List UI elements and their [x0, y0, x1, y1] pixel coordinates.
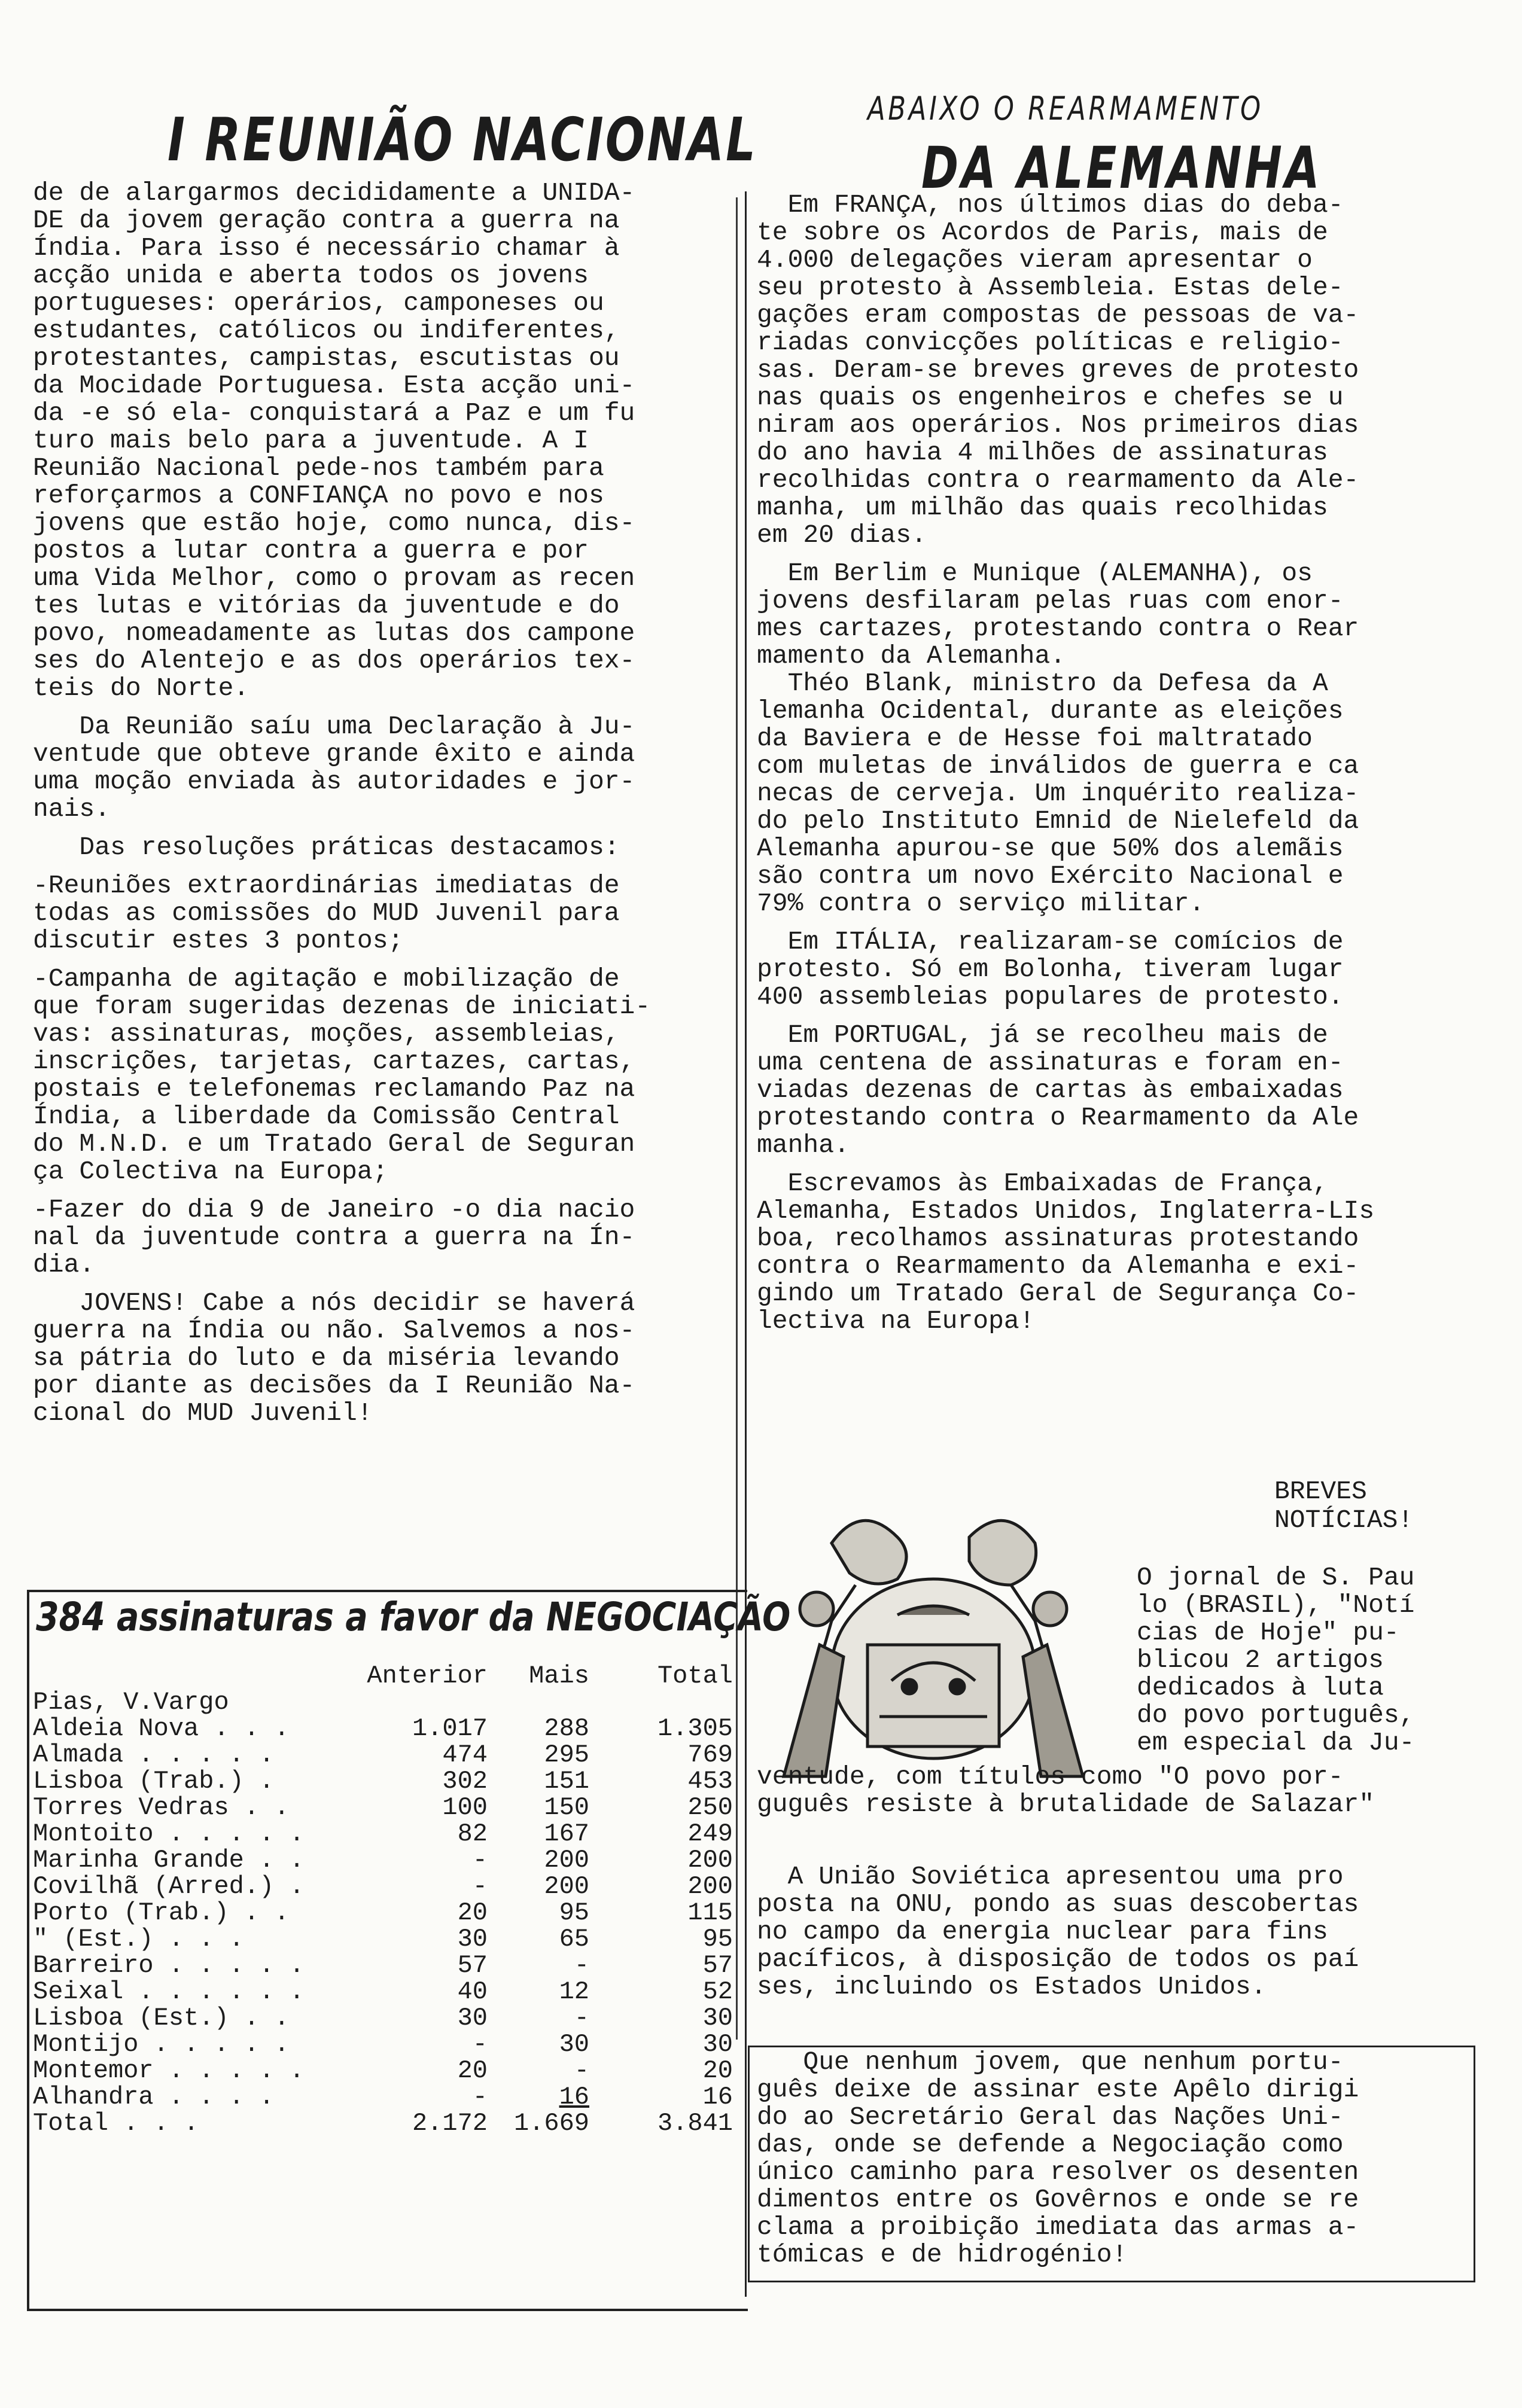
table-row [33, 1742, 733, 1768]
place-cell: Torres Vedras . . [33, 1793, 290, 1822]
right-paragraph: Em PORTUGAL, já se recolheu mais de uma centena de assinaturas e foram en- viadas dezenas de cartas às embaixadas protestando contra o Rearmamento da Ale manha. [757, 1020, 1359, 1160]
place-cell: Covilhã (Arred.) . [33, 1872, 305, 1901]
col-header-mais: Mais [529, 1662, 589, 1690]
table-row [33, 2084, 733, 2110]
left-paragraph: -Fazer do dia 9 de Janeiro -o dia nacio nal da juventude contra a guerra na Ín- dia. [33, 1195, 635, 1279]
place-cell: Almada . . . . . [33, 1741, 275, 1769]
mais-cell: 150 [544, 1793, 589, 1822]
col-header-anterior: Anterior [367, 1662, 488, 1690]
anterior-cell: 20 [457, 2056, 488, 2085]
mais-cell: 12 [559, 1977, 589, 2006]
anterior-cell: - [472, 2083, 488, 2111]
table-row [33, 1689, 733, 1715]
place-cell: Montoito . . . . . [33, 1819, 305, 1848]
anterior-cell: 100 [442, 1793, 488, 1822]
total-cell: 1.305 [657, 1714, 733, 1743]
left-paragraph: -Campanha de agitação e mobilização de que foram sugeridas dezenas de iniciati- vas: assinaturas, moções, assembleias, inscrições, tarjetas, cartazes, cartas, postais e telefonemas reclamando Paz na Índia, a liberdade da Comissão Central do M.N.D. e um Tratado Geral de Seguran ça Colectiva na Europa; [33, 964, 651, 1186]
anterior-cell: - [472, 1872, 488, 1901]
table-row [33, 1873, 733, 1900]
anterior-cell: 82 [457, 1819, 488, 1848]
table-row [33, 1900, 733, 1926]
anterior-cell: 30 [457, 1925, 488, 1953]
total-cell: 200 [687, 1846, 733, 1874]
total-cell: 52 [702, 1977, 733, 2006]
table-row [33, 1952, 733, 1979]
mais-cell: 151 [544, 1767, 589, 1796]
mais-cell: 295 [544, 1741, 589, 1769]
breves-title: BREVES NOTÍCIAS! [1274, 1477, 1414, 1535]
headline-right-line2: DA ALEMANHA [921, 135, 1323, 202]
left-paragraph: de de alargarmos decididamente a UNIDA- DE da jovem geração contra a guerra na Índia. Para isso é necessário chamar à acção unida e aberta todos os jovens portugueses: operários, camponeses ou estudantes, católicos ou indiferentes, protestantes, campistas, escutistas ou da Mocidade Portuguesa. Esta acção uni- da -e só ela- conquistará a Paz e um fu turo mais belo para a juventude. A I Reunião Nacional pede-nos também para reforçarmos a CONFIANÇA no povo e nos jovens que estão hoje, como nunca, dis- postos a lutar contra a guerra e por uma Vida Melhor, como o provam as recen tes lutas e vitórias da juventude e do povo, nomeadamente as lutas dos campone ses do Alentejo e as dos operários tex- teis do Norte. [33, 178, 635, 703]
total-cell: 453 [687, 1767, 733, 1796]
place-cell: Lisboa (Trab.) . [33, 1767, 275, 1796]
mais-cell: - [574, 2056, 589, 2085]
anterior-cell: 302 [442, 1767, 488, 1796]
place-cell: Aldeia Nova . . . [33, 1714, 290, 1743]
table-row [33, 1794, 733, 1821]
anterior-cell: 57 [457, 1951, 488, 1980]
anterior-cell: 474 [442, 1741, 488, 1769]
mais-cell: 65 [559, 1925, 589, 1953]
urss-paragraph: A União Soviética apresentou uma pro posta na ONU, pondo as suas descobertas no campo da energia nuclear para fins pacíficos, à disposição de todos os paí ses, incluindo os Estados Unidos. [757, 1862, 1359, 2001]
anterior-cell [344, 1689, 488, 1715]
breves-continuation: ventude, com títulos como "O povo por- guguês resiste à brutalidade de Salazar" [757, 1762, 1375, 1819]
mais-cell: 30 [559, 2030, 589, 2059]
table-row [33, 1979, 733, 2005]
total-cell: 20 [702, 2056, 733, 2085]
right-paragraph: Escrevamos às Embaixadas de França, Alemanha, Estados Unidos, Inglaterra-LIs boa, recolhamos assinaturas protestando contra o Rearmamento da Alemanha e exi- gindo um Tratado Geral de Segurança Co- lectiva na Europa! [757, 1169, 1375, 1336]
mais-cell: 16 [559, 2083, 589, 2111]
left-paragraph: Das resoluções práticas destacamos: [33, 833, 620, 862]
total-cell: 95 [702, 1925, 733, 1953]
table-row [33, 2005, 733, 2031]
place-cell: Marinha Grande . . [33, 1846, 305, 1874]
total-cell: 769 [687, 1741, 733, 1769]
total-cell: 16 [702, 2083, 733, 2111]
anterior-cell: - [472, 2030, 488, 2059]
total-cell: 200 [687, 1872, 733, 1901]
place-cell: Porto (Trab.) . . [33, 1898, 290, 1927]
total-cell [589, 1689, 733, 1715]
total-label: Total . . . [33, 2109, 199, 2138]
place-cell: " (Est.) . . . [33, 1925, 244, 1953]
total-cell: 57 [702, 1951, 733, 1980]
signatures-title: 384 assinaturas a favor da NEGOCIAÇÃO [36, 1594, 791, 1640]
table-row [33, 1847, 733, 1873]
illustration-image [760, 1465, 1107, 1788]
right-column-rule [736, 197, 738, 2040]
right-column [757, 191, 1475, 1346]
total-cell: 249 [687, 1819, 733, 1848]
place-cell: Barreiro . . . . . [33, 1951, 305, 1980]
table-row [33, 2058, 733, 2084]
signatures-table [33, 1663, 733, 2136]
right-paragraph: Em ITÁLIA, realizaram-se comícios de protesto. Só em Bolonha, tiveram lugar 400 assembleias populares de protesto. [757, 927, 1344, 1011]
col-header-place [33, 1663, 344, 1689]
place-cell: Alhandra . . . . [33, 2083, 275, 2111]
appeal-text: Que nenhum jovem, que nenhum portu- guês deixe de assinar este Apêlo dirigi do ao Secretário Geral das Nações Uni- das, onde se defende a Negociação como único caminho para resolver os desenten dimentos entre os Govêrnos e onde se re clama a proibição imediata das armas a- tómicas e de hidrogénio! [757, 2047, 1359, 2269]
headline-right-line1: ABAIXO O REARMAMENTO [867, 90, 1264, 127]
right-paragraph: Em FRANÇA, nos últimos dias do deba- te sobre os Acordos de Paris, mais de 4.000 delegações vieram apresentar o seu protesto à Assembleia. Estas dele- gações eram compostas de pessoas de va- riadas convicções políticas e religio- sas. Deram-se breves greves de protesto nas quais os engenheiros e chefes se u niram aos operários. Nos primeiros dias do ano havia 4 milhões de assinaturas recolhidas contra o rearmamento da Ale- manha, um milhão das quais recolhidas em 20 dias. [757, 190, 1359, 550]
table-row [33, 1768, 733, 1794]
mais-cell: 200 [544, 1846, 589, 1874]
table-row [33, 1926, 733, 1952]
total-cell: 30 [702, 2030, 733, 2059]
place-cell: Lisboa (Est.) . . [33, 2004, 290, 2032]
table-header-row [33, 1663, 733, 1689]
table-row [33, 2031, 733, 2058]
anterior-cell: - [472, 1846, 488, 1874]
mais-cell: - [574, 1951, 589, 1980]
total-mais: 1.669 [513, 2109, 589, 2138]
total-total: 3.841 [657, 2109, 733, 2138]
anterior-cell: 1.017 [412, 1714, 488, 1743]
left-paragraph: -Reuniões extraordinárias imediatas de todas as comissões do MUD Juvenil para discutir estes 3 pontos; [33, 871, 620, 955]
headline-left: I REUNIÃO NACIONAL [168, 105, 757, 175]
total-cell: 30 [702, 2004, 733, 2032]
breves-text: O jornal de S. Pau lo (BRASIL), "Notí cias de Hoje" pu- blicou 2 artigos dedicados à luta do povo português, em especial da Ju- [1137, 1563, 1415, 1757]
place-cell: Seixal . . . . . . [33, 1977, 305, 2006]
mais-cell: 288 [544, 1714, 589, 1743]
mais-cell: 95 [559, 1898, 589, 1927]
mais-cell [488, 1689, 589, 1715]
anterior-cell: 40 [457, 1977, 488, 2006]
mais-cell: 167 [544, 1819, 589, 1848]
left-paragraph: Da Reunião saíu uma Declaração à Ju- ventude que obteve grande êxito e ainda uma moção enviada às autoridades e jor- nais. [33, 712, 635, 824]
place-cell: Montijo . . . . . [33, 2030, 290, 2059]
left-paragraph: JOVENS! Cabe a nós decidir se haverá guerra na Índia ou não. Salvemos a nos- sa pátria do luto e da miséria levando por diante as decisões da I Reunião Na- cional do MUD Juvenil! [33, 1288, 635, 1428]
mais-cell: 200 [544, 1872, 589, 1901]
table-row [33, 1715, 733, 1742]
total-anterior: 2.172 [412, 2109, 488, 2138]
place-cell: Montemor . . . . . [33, 2056, 305, 2085]
total-cell: 250 [687, 1793, 733, 1822]
total-cell: 115 [687, 1898, 733, 1927]
right-paragraph: Em Berlim e Munique (ALEMANHA), os jovens desfilaram pelas ruas com enor- mes cartazes, protestando contra o Rear mamento da Alemanha. Théo Blank, ministro da Defesa da A lemanha Ocidental, durante as eleições da Baviera e de Hesse foi maltratado com muletas de inválidos de guerra e ca necas de cerveja. Um inquérito realiza- do pelo Instituto Emnid de Nielefeld da Alemanha apurou-se que 50% dos alemãis são contra um novo Exército Nacional e 79% contra o serviço militar. [757, 559, 1359, 918]
mais-cell: - [574, 2004, 589, 2032]
anterior-cell: 30 [457, 2004, 488, 2032]
table-total-row [33, 2110, 733, 2136]
left-column [33, 179, 733, 1438]
anterior-cell: 20 [457, 1898, 488, 1927]
table-row [33, 1821, 733, 1847]
col-header-total: Total [657, 1662, 733, 1690]
place-cell: Pias, V.Vargo [33, 1688, 229, 1717]
